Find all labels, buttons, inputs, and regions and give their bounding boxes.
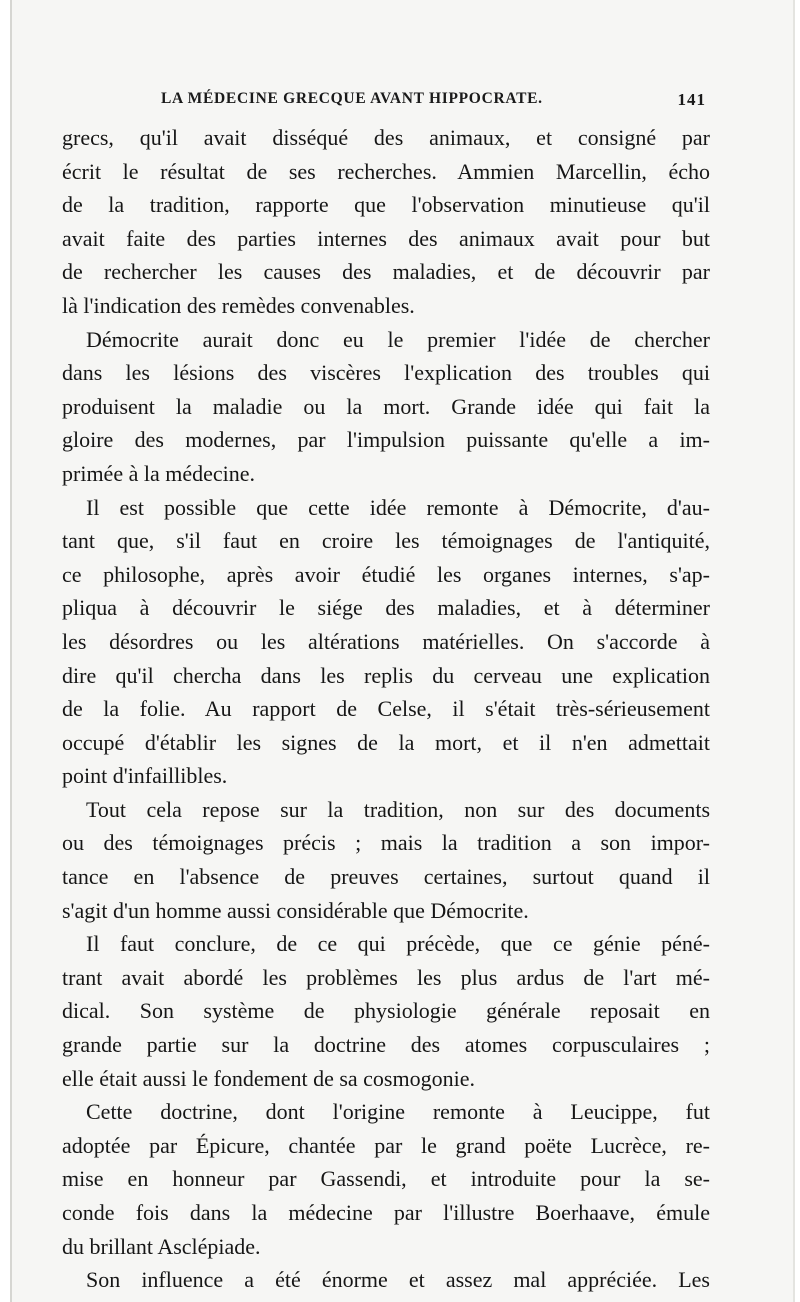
- text-line: écrit le résultat de ses recherches. Ammien Marcellin, écho: [62, 158, 710, 184]
- running-head: [161, 90, 706, 114]
- text-line: adoptée par Épicure, chantée par le grand poëte Lucrèce, re-: [62, 1132, 710, 1158]
- text-line: là l'indication des remèdes convenables.: [62, 292, 415, 318]
- text-line: Démocrite aurait donc eu le premier l'idée de chercher: [86, 326, 710, 352]
- text-line: de la folie. Au rapport de Celse, il s'était très-sérieusement: [62, 696, 710, 722]
- body-text: [62, 121, 710, 1297]
- text-line: Il faut conclure, de ce qui précède, que ce génie péné-: [86, 931, 710, 957]
- book-page: [10, 0, 795, 1302]
- text-line: primée à la médecine.: [62, 460, 256, 486]
- text-line: dans les lésions des viscères l'explication des troubles qui: [62, 360, 710, 386]
- text-line: tant que, s'il faut en croire les témoignages de l'antiquité,: [62, 528, 710, 554]
- text-line: les désordres ou les altérations matérielles. On s'accorde à: [62, 628, 710, 654]
- text-line: dire qu'il chercha dans les replis du cerveau une explication: [62, 662, 710, 688]
- text-line: conde fois dans la médecine par l'illustre Boerhaave, émule: [62, 1200, 710, 1225]
- text-line: point d'infaillibles.: [62, 763, 228, 789]
- text-line: occupé d'établir les signes de la mort, et il n'en admettait: [62, 729, 710, 755]
- text-line: Cette doctrine, dont l'origine remonte à Leucippe, fut: [86, 1099, 710, 1125]
- text-line: ce philosophe, après avoir étudié les organes internes, s'ap-: [62, 561, 710, 587]
- running-title: LA MÉDECINE GRECQUE AVANT HIPPOCRATE.: [161, 90, 543, 107]
- text-line: trant avait abordé les problèmes les plus ardus de l'art mé-: [62, 964, 710, 990]
- text-line: grecs, qu'il avait disséqué des animaux, et consigné par: [62, 125, 710, 150]
- text-line: elle était aussi le fondement de sa cosmogonie.: [62, 1065, 475, 1091]
- text-line: pliqua à découvrir le siége des maladies, et à déterminer: [62, 595, 710, 621]
- text-line: de la tradition, rapporte que l'observation minutieuse qu'il: [62, 192, 710, 218]
- text-line: de rechercher les causes des maladies, et de découvrir par: [62, 259, 710, 285]
- text-line: tance en l'absence de preuves certaines, surtout quand il: [62, 864, 710, 890]
- text-line: mise en honneur par Gassendi, et introduite pour la se-: [62, 1166, 710, 1192]
- text-line: grande partie sur la doctrine des atomes corpusculaires ;: [62, 1032, 710, 1058]
- text-line: s'agit d'un homme aussi considérable que Démocrite.: [62, 897, 529, 923]
- text-line: ou des témoignages précis ; mais la tradition a son impor-: [62, 830, 710, 856]
- text-line: du brillant Asclépiade.: [62, 1233, 261, 1259]
- text-line: Tout cela repose sur la tradition, non sur des documents: [86, 796, 710, 822]
- text-line: Son influence a été énorme et assez mal appréciée. Les: [86, 1267, 710, 1293]
- text-line: produisent la maladie ou la mort. Grande idée qui fait la: [62, 393, 710, 419]
- page-number: 141: [677, 90, 706, 109]
- text-line: avait faite des parties internes des animaux avait pour but: [62, 225, 710, 251]
- text-line: Il est possible que cette idée remonte à Démocrite, d'au-: [86, 494, 710, 520]
- text-line: gloire des modernes, par l'impulsion puissante qu'elle a im-: [62, 427, 710, 453]
- text-line: dical. Son système de physiologie générale reposait en: [62, 998, 710, 1024]
